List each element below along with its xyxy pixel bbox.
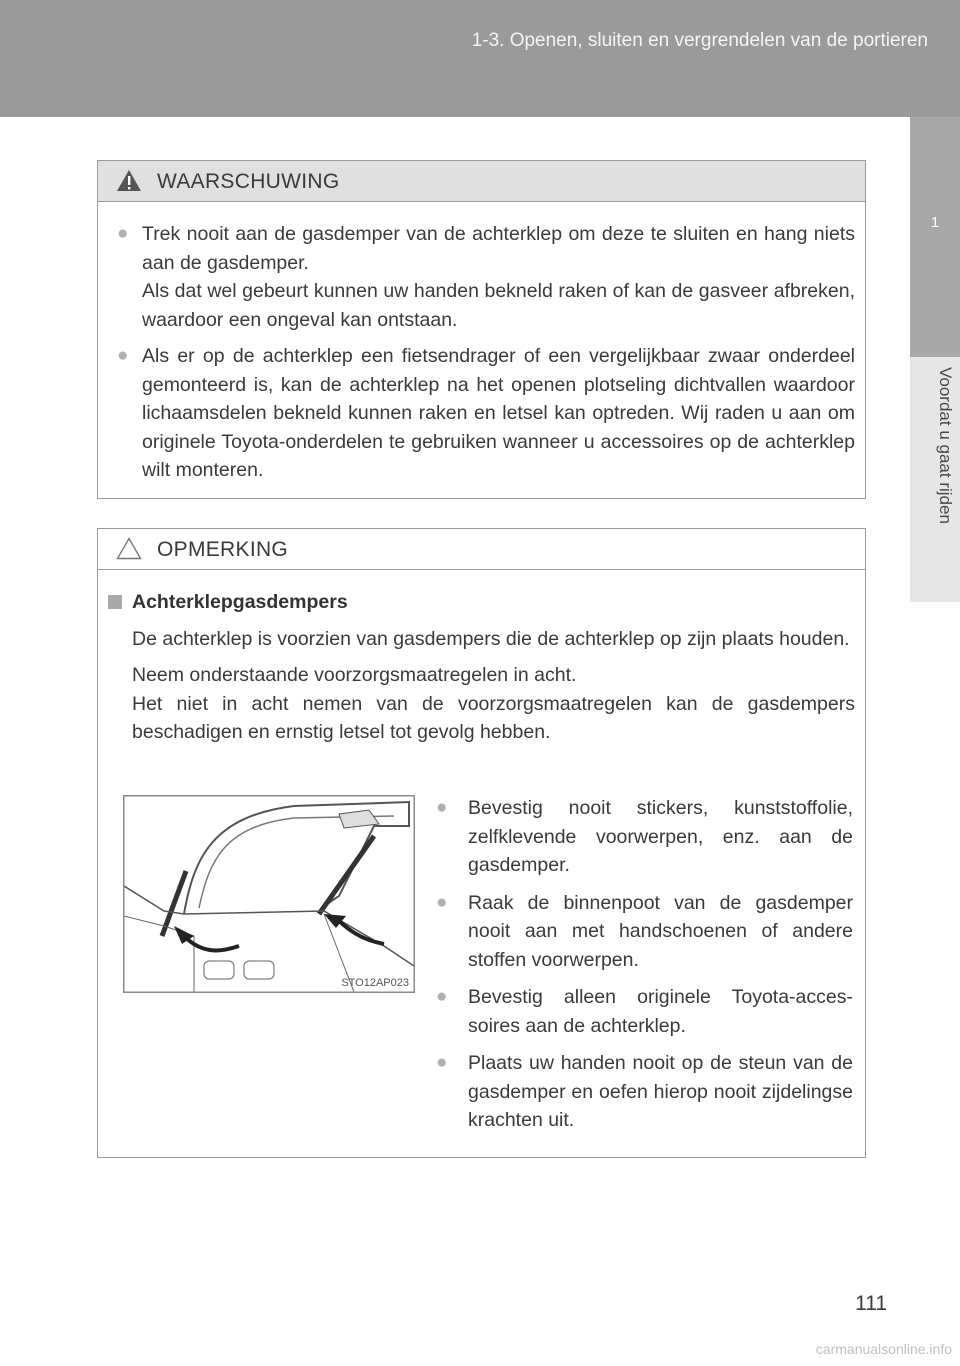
note-bullet [431,983,859,1040]
note-bullet-text-4: Plaats uw handen nooit op de steun van de gasdemper en oefen hierop nooit zijdelingse krachten uit. [468,1052,853,1131]
warning-box [97,160,866,499]
warning-header [98,161,865,202]
bullet-dot-icon: ● [436,891,448,913]
warning-text-2: Als er op de achterklep een fietsendrager of een vergelijkbaar zwaar onderdeel gemonteerd is, kan de achterklep na het openen plotseling dichtvallen waardoor lichaamsdelen bekneld kunnen raken en letsel kan optreden. Wij raden u aan om originele Toyota-onderdelen te gebruiken wanneer u accessoires op de achterklep wilt monteren. [142,345,855,481]
note-bullet [431,889,859,975]
warning-text-1b: Als dat wel gebeurt kunnen uw handen bekneld raken of kan de gasveer afbreken, waardoor een ongeval kan ontstaan. [142,280,855,331]
note-bullet [431,1049,859,1135]
note-bullet [431,794,859,880]
warning-triangle-icon [116,169,142,192]
note-section [108,588,855,747]
square-bullet-icon [108,595,122,609]
gas-strut-illustration [123,795,415,993]
page-header [0,0,960,117]
chapter-title: 1-3. Openen, sluiten en vergrendelen van de portieren [471,30,928,51]
note-paragraph-2a: Neem onderstaande voorzorgsmaatregelen in acht. [132,664,577,686]
caution-outline-icon [116,537,142,560]
section-heading: Achterklepgasdempers [132,591,348,613]
note-bullets [431,794,859,1144]
bullet-dot-icon: ● [436,797,448,818]
warning-bullet [98,342,865,485]
tailgate-drawing [124,796,414,992]
chapter-label: Voordat u gaat rijden [936,367,955,524]
image-code: STO12AP023 [341,977,409,989]
warning-bullet [98,220,865,334]
bullet-dot-icon: ● [117,223,129,244]
bullet-dot-icon: ● [436,1052,448,1073]
note-bullet-text-1: Bevestig nooit stickers, kunststoffolie, zelfklevende voorwerpen, enz. aan de gasdemper. [468,797,853,876]
bullet-dot-icon: ● [117,345,129,366]
page-number: 111 [855,1292,887,1315]
chapter-number: 1 [930,214,940,231]
note-header [98,529,865,570]
bullet-dot-icon: ● [436,986,448,1007]
watermark: carmanualsonline.info [815,1341,952,1357]
note-paragraph-2b: Het niet in acht nemen van de voorzorgsmaatregelen kan de gasdempers beschadigen en ernstig letsel tot gevolg hebben. [132,692,855,743]
note-title: OPMERKING [157,538,289,561]
chapter-tab-label-box [910,357,960,602]
note-paragraph-1: De achterklep is voorzien van gasdempers die de achterklep op zijn plaats houden. [132,627,850,650]
note-bullet-text-2: Raak de binnenpoot van de gasdemper nooit aan met handschoenen of andere stoffen voorwerpen. [468,891,853,971]
note-bullet-text-3: Bevestig alleen originele Toyota-acces-soires aan de achterklep. [468,986,853,1037]
chapter-tab [910,117,960,357]
warning-title: WAARSCHUWING [157,170,340,193]
warning-text-1: Trek nooit aan de gasdemper van de achterklep om deze te sluiten en hang niets aan de gasdemper. [142,223,855,274]
